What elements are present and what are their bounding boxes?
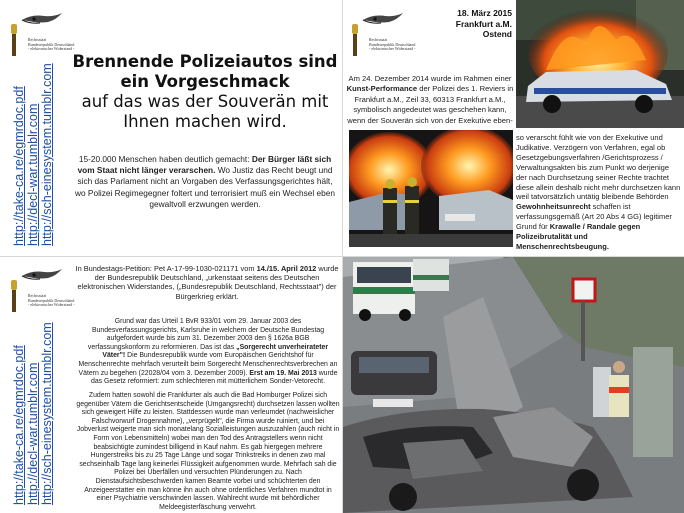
panel3-grund: Grund war das Urteil 1 BvR 933/01 vom 29. Januar 2003 des Bundesverfassungsgerichts, Karlsruhe in welchem der Deutsche Bundestag aufgefordert wurde bis zum 31. Dezember 2003 den § 1626a BGB verfassungskonform zu reformieren. Das ist das „Sorgerecht unverheirateter Väter"! Die Bundesrepublik wurde vom Europäischen Gerichtshof für Menschenrechte mehrfach verurteilt beim Sorgerecht Menschenrechtsverbrechen an Vätern zu begehen (22028/04 vom 3. Dezember 2009). Erst am 19. Mai 2013 wurde das Gesetz reformiert: zum schlechteren mit mütterlichem Sonder-Vetorecht. (78, 318, 338, 386)
panel2-dateline (440, 8, 512, 40)
panel3-zudem: Zudem hatten sowohl die Frankfurter als auch die Bad Homburger Polizei sich gegenüber Vätern die Gerichtsentscheide (Umgangsrecht) durchsetzen lassen wollten sich geweigert Hilfe zu leisten. Stattdessen wurde man verleumdet (nachweislicher Falschvorwurf Drogennahme), „verprügelt", die Firma wurde ruiniert, und bei Jobverlust weigerte man sich monatelang Sozialleistungen auszuzahlen (auch nicht in Form von Lebensmitteln) wobei man den Tod des Antragstellers wenn nicht beabsichtigte zumindest billigend in Kauf nahm. Es gab hiergegen mehrere Hungerstreiks bis zu 25 Tage Länge und sogar Trinkstreiks in denen zwo mal sechseinhalb Tage lang keinerlei Flüssigkeit aufgenommen wurde. Mehrfach sah die Polizei bei Überfällen und versuchten Plünderungen zu. Nach Dienstaufsichtsbeschwerden kamen Beamte vorbei und schüchterten den Anzeigeerstatter ein man könne ihn auch ohne ordentliches Verfahren mundtot in einer Psychiatrie verschwinden lassen. Wahlrecht wurde mit behördlicher Meldeegisterfäschung verwehrt. (76, 392, 340, 511)
logo-line-1: Rechtsstaat (28, 37, 47, 42)
link-sch-einesystem[interactable]: http://sch-einesystem.tumblr.com (40, 322, 54, 505)
logo-line-3: - elektronischer Widerstand - (28, 46, 75, 52)
logo-line-2: Bundesrepublik Deutschland (28, 41, 75, 47)
vertical-links (12, 63, 54, 246)
firefighters-photo (349, 130, 513, 247)
link-decl-war[interactable]: http://decl-war.tumblr.com (26, 103, 40, 246)
link-egmrdoc[interactable]: http://take-ca.re/egmrdoc.pdf (12, 86, 26, 246)
link-sch-einesystem[interactable]: http://sch-einesystem.tumblr.com (40, 63, 54, 246)
burning-car-photo (516, 0, 684, 128)
link-decl-war[interactable]: http://decl-war.tumblr.com (26, 362, 40, 505)
panel1-title (70, 52, 340, 132)
panel2-text: Am 24. Dezember 2014 wurde im Rahmen einer Kunst-Performance der Polizei des 1. Reviers in Frankfurt a.M., Zeil 33, 60313 Frankfurt a.M., symbolisch angedeutet was geschehen kann, wenn der Souverän sich von der Exekutive eben- (346, 74, 514, 125)
panel1-title-bold: Brennende Polizeiautos sind ein Vorgeschmack (72, 52, 338, 91)
panel2-place: Frankfurt a.M. Ostend (455, 18, 512, 39)
vertical-links-2 (12, 322, 54, 505)
panel2-side-text: so verarscht fühlt wie von der Exekutive und Judikative. Verzögern von Verfahren, egal ob Gesetzgebungsverfahren /Gerichtsprozess / Verwaltungsakten bis zum Punkt wo derjenige der nach Durchsetzung seiner Rechte trachtet diese allein deshalb nicht mehr durchsetzen kann weil tatvorsätzlich untätig bleibende Behörden Gewohnheitsunrecht schaffen ist verfassungsgemäß (Art 20 Abs 4 GG) legitimer Grund für Krawalle / Randale gegen Polizeibrutalität und Menschenrechtsbeugung. (516, 133, 681, 251)
wreck-photo (343, 257, 684, 513)
panel3-intro: In Bundestags-Petition: Pet A-17-99-1030-021171 vom 14./15. April 2012 wurde der Bundesrepublik Deutschland, „urkenstaat seitens des Deutschen elektronischen Widerstandes, („Bundesrepublik Deutschland, Rechtsstaat") der Bürgerkrieg erklärt. (75, 264, 339, 301)
panel1-body: 15-20.000 Menschen haben deutlich gemacht: Der Bürger läßt sich vom Staat nicht länger verarschen. Wo Justiz das Recht beugt und sich das Parlament nicht an Vorgaben des Verfassungsgerichtes hält, wo Polizei Regimegegner foltert und terrorisiert muß ein Wechsel eben gewaltvoll erzwungen werden. (75, 154, 335, 209)
link-egmrdoc[interactable]: http://take-ca.re/egmrdoc.pdf (12, 345, 26, 505)
logo-3: Rechtsstaat Bundesrepublik Deutschland - elektronischer Widerstand - (8, 264, 88, 316)
panel2-date: 18. März 2015 (457, 8, 512, 18)
logo-2: Rechtsstaat Bundesrepublik Deutschland - elektronischer Widerstand - (349, 8, 429, 60)
panel1-title-normal: auf das was der Souverän mit Ihnen machen wird. (81, 92, 329, 131)
